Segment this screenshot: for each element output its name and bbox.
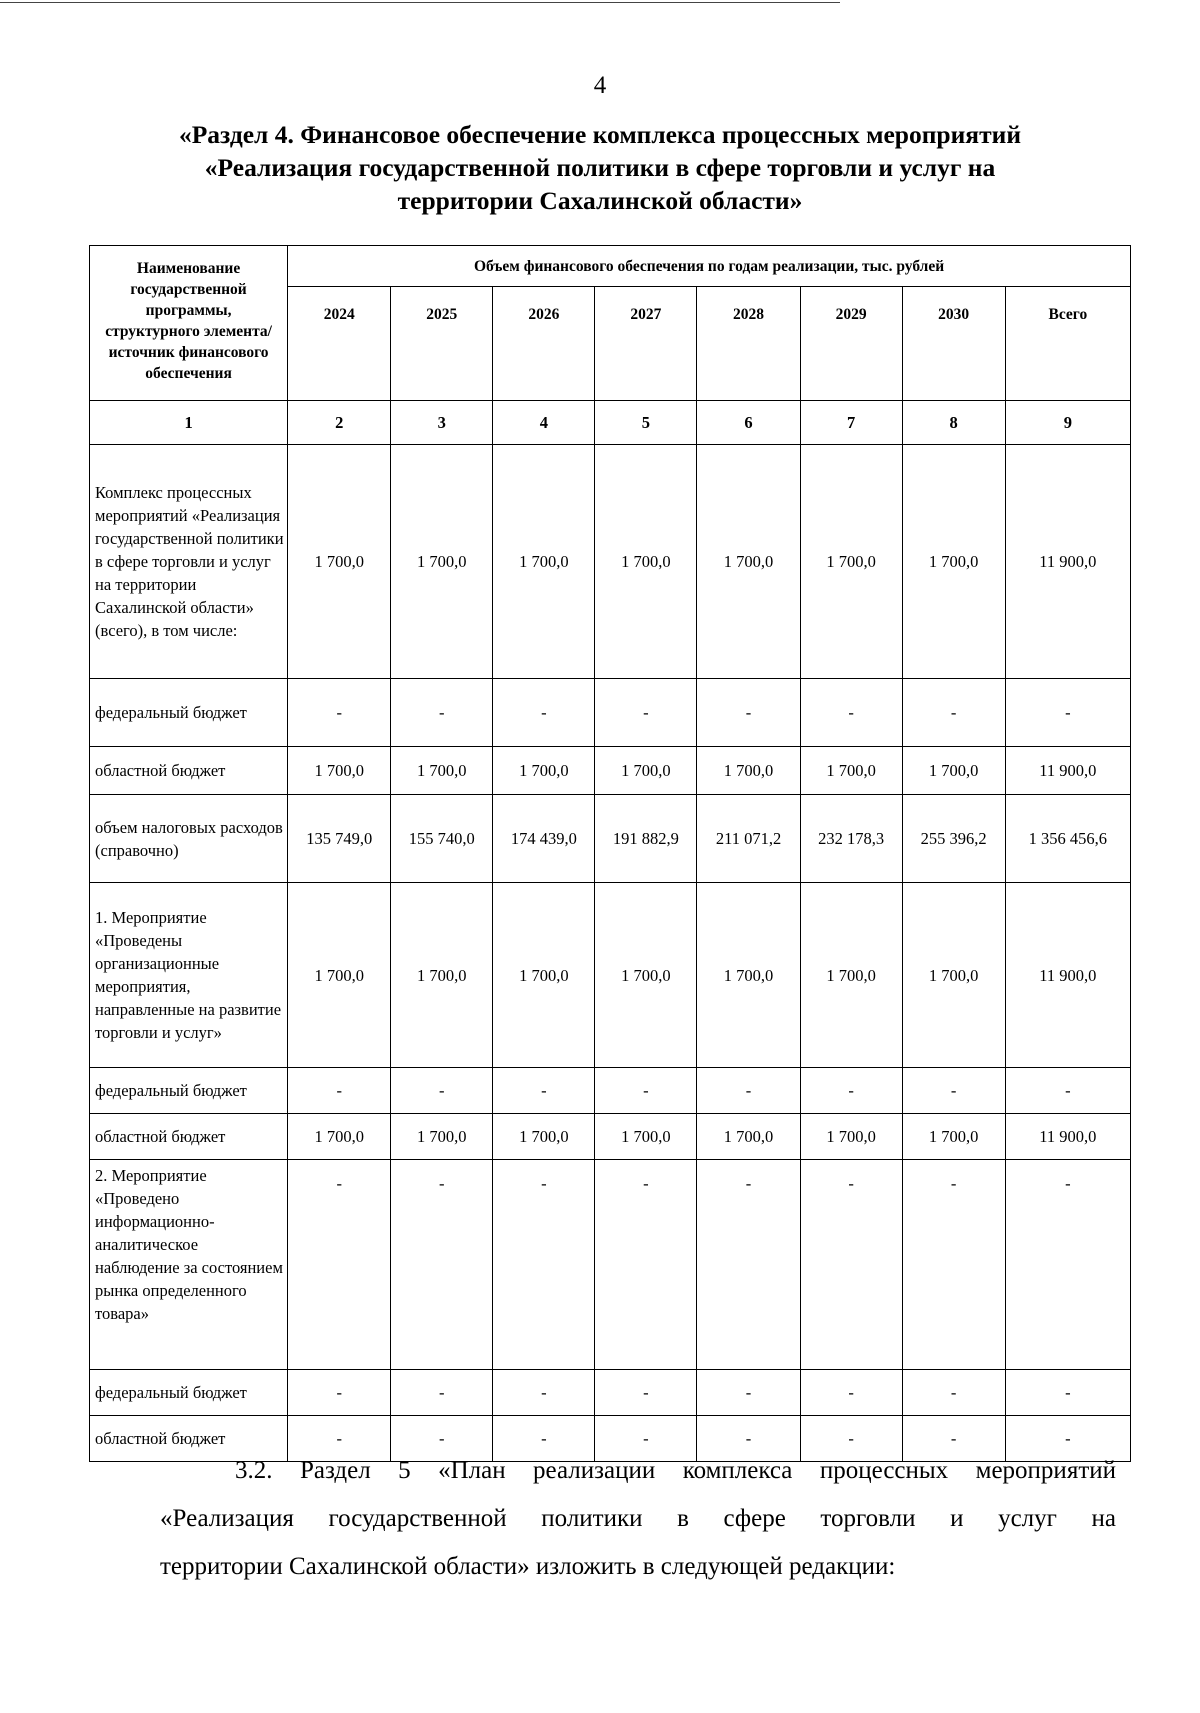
table-row-complex-total — [90, 445, 1131, 679]
table-cell: 1 700,0 — [902, 747, 1005, 795]
table-cell: - — [288, 1160, 391, 1370]
financing-table — [89, 245, 1131, 1462]
header-name-column — [90, 246, 288, 401]
table-cell: 191 882,9 — [595, 795, 697, 883]
table-cell: 174 439,0 — [493, 795, 595, 883]
amendment-line-1: 3.2. Раздел 5 «План реализации комплекса процессных мероприятий — [235, 1457, 1116, 1484]
row-label: Комплекс процессных мероприятий «Реализация государственной политики в сфере торговли и услуг на территории Сахалинской области» (всего), в том числе: — [90, 445, 288, 679]
table-cell: 211 071,2 — [697, 795, 800, 883]
table-row-federal-budget — [90, 1370, 1131, 1416]
table-cell: 1 700,0 — [391, 883, 493, 1068]
table-cell: - — [1005, 679, 1130, 747]
table-cell: 1 700,0 — [902, 883, 1005, 1068]
section-title-line-2: «Реализация государственной политики в сфере торговли и услуг на — [204, 153, 996, 182]
table-cell: - — [391, 1068, 493, 1114]
table-cell: - — [493, 1370, 595, 1416]
table-cell: - — [493, 1160, 595, 1370]
table-cell: - — [902, 1160, 1005, 1370]
table-cell: - — [288, 1416, 391, 1462]
table-cell: 11 900,0 — [1005, 883, 1130, 1068]
row-label: федеральный бюджет — [90, 1068, 288, 1114]
table-cell: 1 700,0 — [595, 747, 697, 795]
table-row-federal-budget — [90, 679, 1131, 747]
section-title-line-3: территории Сахалинской области» — [397, 186, 803, 215]
table-cell: 1 700,0 — [288, 747, 391, 795]
row-label: областной бюджет — [90, 747, 288, 795]
table-row-regional-budget — [90, 747, 1131, 795]
table-cell: 1 700,0 — [595, 883, 697, 1068]
column-number: 8 — [902, 401, 1005, 445]
row-label: федеральный бюджет — [90, 679, 288, 747]
table-row-measure-2 — [90, 1160, 1131, 1370]
amendment-line-2: «Реализация государственной политики в сфере торговли и услуг на — [160, 1505, 1116, 1532]
table-cell: 1 700,0 — [697, 747, 800, 795]
table-cell: - — [288, 1370, 391, 1416]
table-cell: 1 700,0 — [697, 1114, 800, 1160]
table-cell: 1 700,0 — [391, 1114, 493, 1160]
table-cell: - — [493, 1068, 595, 1114]
table-cell: - — [493, 679, 595, 747]
section-title-line-1: «Раздел 4. Финансовое обеспечение комплекса процессных мероприятий — [178, 120, 1022, 149]
table-cell: 1 700,0 — [800, 445, 902, 679]
table-cell: - — [1005, 1068, 1130, 1114]
table-cell: - — [697, 1370, 800, 1416]
row-label: областной бюджет — [90, 1416, 288, 1462]
table-cell: 1 700,0 — [800, 1114, 902, 1160]
column-number-row — [90, 401, 1131, 445]
table-cell: 11 900,0 — [1005, 1114, 1130, 1160]
table-cell: - — [1005, 1416, 1130, 1462]
column-number: 2 — [288, 401, 391, 445]
table-cell: 1 700,0 — [493, 883, 595, 1068]
table-cell: - — [288, 1068, 391, 1114]
table-cell: - — [697, 1416, 800, 1462]
table-cell: - — [800, 679, 902, 747]
table-row-measure-1 — [90, 883, 1131, 1068]
table-cell: - — [800, 1416, 902, 1462]
table-cell: - — [595, 1416, 697, 1462]
row-label: федеральный бюджет — [90, 1370, 288, 1416]
table-cell: 135 749,0 — [288, 795, 391, 883]
table-cell: 1 700,0 — [595, 1114, 697, 1160]
table-cell: 1 356 456,6 — [1005, 795, 1130, 883]
table-cell: 1 700,0 — [902, 445, 1005, 679]
table-cell: - — [902, 1416, 1005, 1462]
amendment-line-3: территории Сахалинской области» изложить в следующей редакции: — [160, 1553, 896, 1580]
table-cell: 1 700,0 — [902, 1114, 1005, 1160]
table-cell: - — [595, 1068, 697, 1114]
header-funding-group: Объем финансового обеспечения по годам реализации, тыс. рублей — [288, 246, 1131, 287]
header-year: 2029 — [800, 287, 902, 401]
table-cell: - — [902, 1370, 1005, 1416]
column-number: 1 — [90, 401, 288, 445]
header-year: 2028 — [697, 287, 800, 401]
table-cell: - — [902, 1068, 1005, 1114]
table-cell: 1 700,0 — [288, 445, 391, 679]
column-number: 3 — [391, 401, 493, 445]
header-year: 2025 — [391, 287, 493, 401]
table-cell: - — [595, 679, 697, 747]
table-cell: - — [391, 1416, 493, 1462]
table-row-tax-expenditures — [90, 795, 1131, 883]
table-cell: - — [1005, 1370, 1130, 1416]
row-label: 2. Мероприятие «Проведено информационно-аналитическое наблюдение за состоянием рынка определенного товара» — [90, 1160, 288, 1370]
column-number: 5 — [595, 401, 697, 445]
header-name-text: Наименование государственной программы, структурного элемента/источник финансового обеспечения — [105, 260, 272, 382]
section-title — [130, 118, 1070, 217]
table-cell: - — [1005, 1160, 1130, 1370]
table-cell: 1 700,0 — [493, 1114, 595, 1160]
table-cell: 1 700,0 — [493, 747, 595, 795]
table-cell: - — [391, 679, 493, 747]
table-cell: 11 900,0 — [1005, 747, 1130, 795]
table-cell: - — [697, 679, 800, 747]
column-number: 6 — [697, 401, 800, 445]
table-cell: - — [595, 1160, 697, 1370]
table-cell: 1 700,0 — [391, 445, 493, 679]
row-label: 1. Мероприятие «Проведены организационные мероприятия, направленные на развитие торговли и услуг» — [90, 883, 288, 1068]
table-cell: - — [493, 1416, 595, 1462]
amendment-paragraph — [160, 1447, 1116, 1591]
header-total: Всего — [1005, 287, 1130, 401]
table-cell: 1 700,0 — [493, 445, 595, 679]
table-cell: - — [391, 1160, 493, 1370]
table-cell: - — [697, 1068, 800, 1114]
page-number: 4 — [593, 72, 607, 99]
table-cell: 1 700,0 — [800, 883, 902, 1068]
table-cell: 155 740,0 — [391, 795, 493, 883]
table-cell: 1 700,0 — [288, 883, 391, 1068]
table-cell: 1 700,0 — [391, 747, 493, 795]
table-cell: 232 178,3 — [800, 795, 902, 883]
table-cell: 255 396,2 — [902, 795, 1005, 883]
table-row-regional-budget — [90, 1114, 1131, 1160]
row-label: объем налоговых расходов (справочно) — [90, 795, 288, 883]
row-label: областной бюджет — [90, 1114, 288, 1160]
header-year: 2027 — [595, 287, 697, 401]
column-number: 4 — [493, 401, 595, 445]
header-year: 2026 — [493, 287, 595, 401]
table-cell: - — [800, 1370, 902, 1416]
top-rule — [0, 2, 840, 3]
table-cell: - — [391, 1370, 493, 1416]
header-year: 2030 — [902, 287, 1005, 401]
table-cell: 1 700,0 — [595, 445, 697, 679]
table-cell: 1 700,0 — [697, 445, 800, 679]
table-cell: 1 700,0 — [800, 747, 902, 795]
table-cell: - — [288, 679, 391, 747]
table-cell: - — [902, 679, 1005, 747]
table-cell: 11 900,0 — [1005, 445, 1130, 679]
table-row-federal-budget — [90, 1068, 1131, 1114]
column-number: 7 — [800, 401, 902, 445]
column-number: 9 — [1005, 401, 1130, 445]
table-cell: - — [697, 1160, 800, 1370]
header-year: 2024 — [288, 287, 391, 401]
table-cell: 1 700,0 — [697, 883, 800, 1068]
table-cell: - — [595, 1370, 697, 1416]
table-cell: - — [800, 1068, 902, 1114]
table-cell: 1 700,0 — [288, 1114, 391, 1160]
table-cell: - — [800, 1160, 902, 1370]
